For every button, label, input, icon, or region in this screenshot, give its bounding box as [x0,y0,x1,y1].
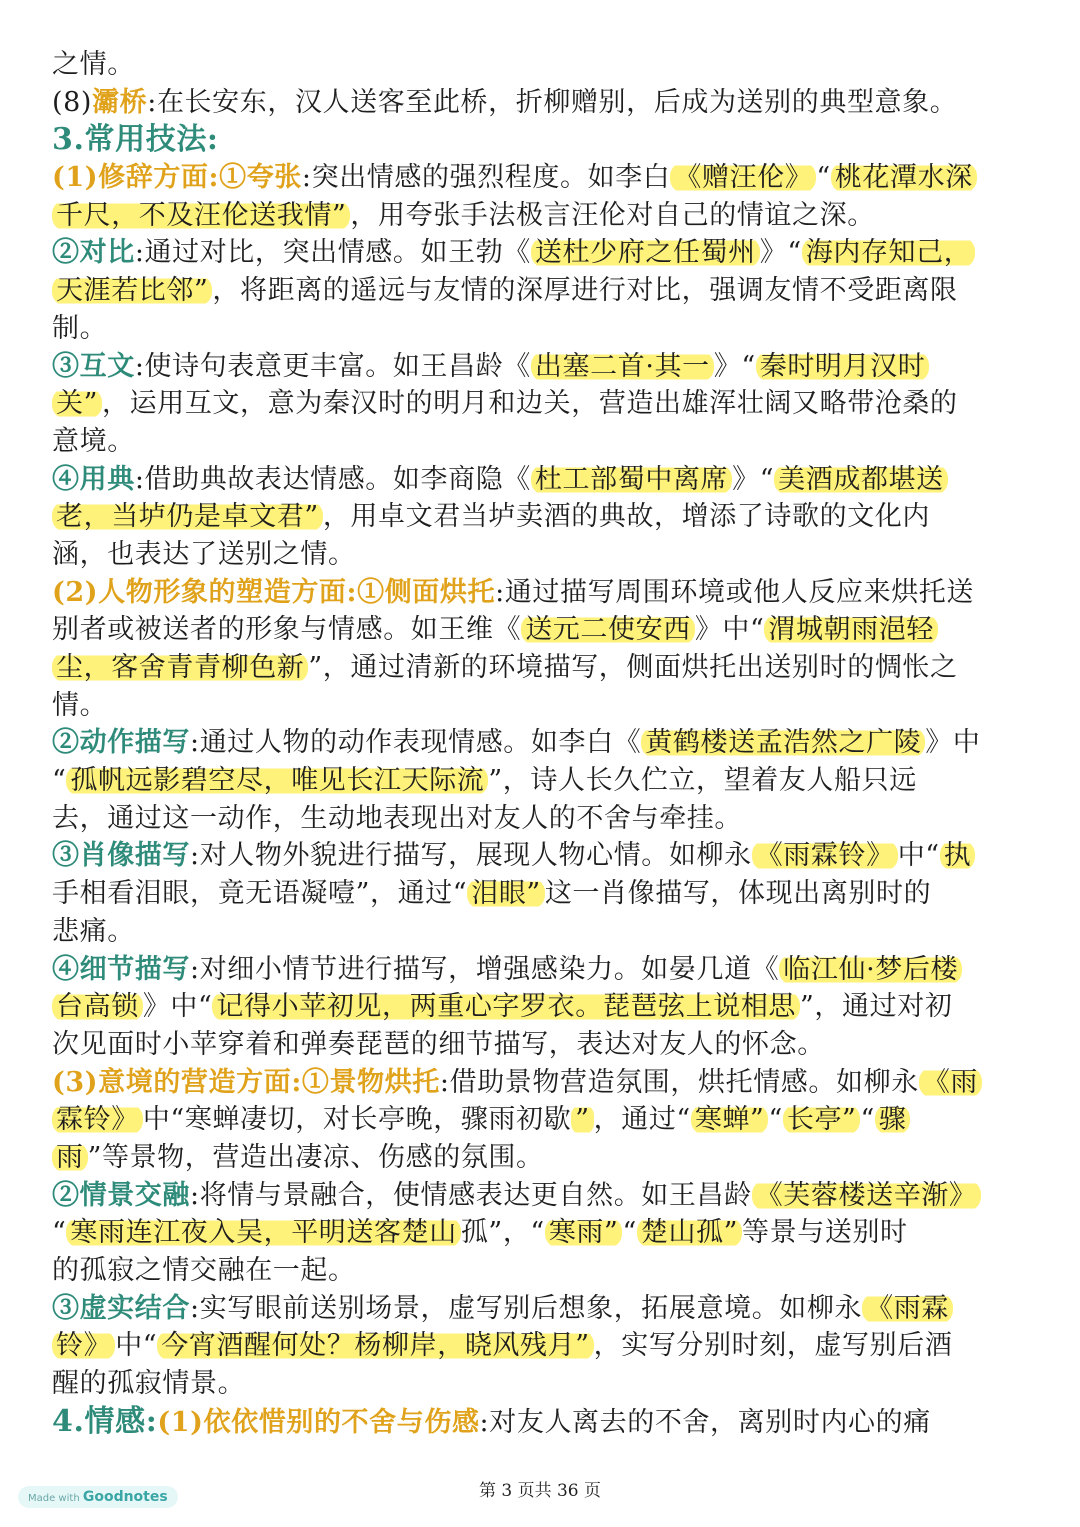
text-line [52,649,1032,687]
text-line [52,461,1032,499]
highlighted-quote: 秦时明月汉时 [756,351,930,382]
text-run: 情。 [52,689,108,721]
text-line [52,197,1032,235]
text-line [52,1365,1032,1403]
text-run: 涵，也表达了送别之情。 [52,538,356,570]
text-run: “ [816,162,831,194]
text-run: ，运用互文，意为秦汉时的明月和边关，营造出雄浑壮阔又略带沧桑的 [102,388,958,420]
highlighted-quote: 台高锁 [52,991,143,1022]
text-run: (8) [52,86,93,118]
highlighted-quote: 《芙蓉楼送辛渐》 [752,1180,981,1211]
text-run: 醒的孤寂情景。 [52,1368,246,1400]
text-line [52,1403,1032,1441]
text-line [52,1101,1032,1139]
text-run: “ [622,1217,637,1249]
text-run: ，用卓文君当垆卖酒的典故，增添了诗歌的文化内 [322,501,931,533]
text-line [52,272,1032,310]
text-run: 去，通过这一动作，生动地表现出对友人的不舍与牵挂。 [52,802,742,834]
text-run: :通过描写周围环境或他人反应来烘托送 [495,576,975,608]
text-line [52,837,1032,875]
badge-brand: Goodnotes [82,1489,168,1505]
text-run: 》“ [732,463,775,495]
text-run: 次见面时小苹穿着和弹奏琵琶的细节描写，表达对友人的怀念。 [52,1028,825,1060]
text-run: 孤”，“ [460,1217,545,1249]
text-line [52,951,1032,989]
highlighted-quote: 送元二使安西 [521,614,695,645]
orange-term: (3)意境的营造方面:①景物烘托 [52,1066,440,1098]
text-line [52,611,1032,649]
text-line [52,423,1032,461]
highlighted-quote: 《赠汪伦》 [670,162,816,193]
text-run: 手相看泪眼，竟无语凝噎”，通过“ [52,878,468,910]
text-line [52,348,1032,386]
text-run: 中“寒蝉凄切，对长亭晚，骤雨初歇 [142,1104,572,1136]
text-line [52,1064,1032,1102]
text-run: :突出情感的强烈程度。如李白 [301,162,671,194]
teal-term: ②对比 [52,237,135,269]
text-run: :借助景物营造氛围，烘托情感。如柳永 [439,1066,919,1098]
text-line [52,762,1032,800]
text-run: :通过人物的动作表现情感。如李白《 [190,727,642,759]
highlighted-quote: 黄鹤楼送孟浩然之广陵 [641,727,925,758]
page-footer: 第 3 页共 36 页 [478,1481,602,1501]
highlighted-quote: 楚山孤” [637,1217,742,1248]
text-line [52,84,1032,122]
highlighted-quote: 桃花潭水深 [831,162,977,193]
text-run: 中“ [115,1330,158,1362]
text-run: “ [52,1217,67,1249]
teal-term: ③互文 [52,350,135,382]
document-body [52,46,1032,1440]
text-run: 》中“ [142,991,213,1023]
text-run: ”，通过清新的环境描写，侧面烘托出送别时的惆怅之 [308,652,958,683]
text-line [52,1177,1032,1215]
highlighted-quote: 记得小苹初见，两重心字罗衣。琵琶弦上说相思 [212,991,800,1022]
text-line [52,121,1032,159]
text-line [52,1252,1032,1290]
text-run: :借助典故表达情感。如李商隐《 [134,463,531,495]
text-run: ，用夸张手法极言汪伦对自己的情谊之深。 [350,199,875,231]
goodnotes-badge [18,1486,178,1508]
teal-term: ④细节描写 [52,953,190,985]
orange-term: (2)人物形象的塑造方面:①侧面烘托 [52,576,496,608]
highlighted-quote: 出塞二首·其一 [531,351,714,382]
text-run: 》“ [713,350,756,382]
highlighted-quote: 泪眼” [467,878,545,909]
highlighted-quote: 老，当垆仍是卓文君” [52,501,323,532]
text-line [52,234,1032,272]
text-run: 之情。 [52,49,135,80]
highlighted-quote: 千尺，不及汪伦送我情” [52,200,350,231]
highlighted-quote: 《雨霖铃》 [752,840,898,871]
teal-term: ③肖像描写 [52,840,190,872]
highlighted-quote: 尘，客舍青青柳色新 [52,652,308,683]
highlighted-quote: 送杜少府之任蜀州 [531,237,760,268]
highlighted-quote: 天涯若比邻” [52,275,212,306]
text-run: 等景与送别时 [742,1217,908,1249]
text-line [52,159,1032,197]
orange-term: (1)依依惜别的不舍与伤感 [157,1406,480,1438]
text-run: “ [768,1104,783,1136]
text-run: 》“ [759,237,802,269]
highlighted-quote: 执 [940,840,976,871]
highlighted-quote: 渭城朝雨浥轻 [764,614,938,645]
highlighted-quote: 临江仙·梦后楼 [779,954,962,985]
highlighted-quote: 骤 [875,1104,911,1135]
text-run: 》中“ [694,614,765,646]
teal-term: ②情景交融 [52,1179,190,1211]
badge-prefix: Made with [28,1493,80,1504]
text-run: :对细小情节进行描写，增强感染力。如晏几道《 [190,953,780,985]
text-run: 中“ [897,840,940,872]
text-line [52,1139,1032,1177]
text-line [52,800,1032,838]
text-run: 别者或被送者的形象与情感。如王维《 [52,614,522,646]
text-run: ，通过“ [593,1104,691,1136]
orange-term: (1)修辞方面:①夸张 [52,162,302,194]
highlighted-quote: 《雨霖 [862,1293,953,1324]
text-run: 这一肖像描写，体现出离别时的 [544,878,932,910]
highlighted-quote: 孤帆远影碧空尽，唯见长江天际流 [66,765,488,796]
text-line [52,310,1032,348]
text-run: 制。 [52,312,108,344]
highlighted-quote: 海内存知己， [802,237,976,268]
highlighted-quote: 寒蝉” [691,1104,769,1135]
teal-term: ④用典 [52,463,135,495]
highlighted-quote: ” [571,1104,593,1135]
text-line [52,1327,1032,1365]
highlighted-quote: 寒雨” [545,1217,623,1248]
text-line [52,1026,1032,1064]
text-run: “ [860,1104,875,1136]
text-run: 的孤寂之情交融在一起。 [52,1255,356,1286]
text-run: ”，诗人长久伫立，望着友人船只远 [488,765,917,797]
text-run: ，将距离的遥远与友情的深厚进行对比，强调友情不受距离限 [212,275,958,307]
text-line [52,46,1032,84]
text-run: ”，通过对初 [800,991,953,1023]
text-line [52,1290,1032,1328]
text-run: 》中 [925,727,981,759]
text-line [52,385,1032,423]
orange-term: 灞桥 [92,86,148,118]
highlighted-quote: 长亭” [783,1104,861,1135]
highlighted-quote: 寒雨连江夜入吴，平明送客楚山 [66,1217,460,1248]
text-line [52,913,1032,951]
highlighted-quote: 杜工部蜀中离席 [531,464,732,495]
text-line [52,988,1032,1026]
text-run: :对友人离去的不舍，离别时内心的痛 [479,1406,931,1438]
text-line [52,536,1032,574]
section-heading: 3.常用技法: [52,122,219,158]
highlighted-quote: 关” [52,388,102,419]
text-run: :将情与景融合，使情感表达更自然。如王昌龄 [190,1179,752,1211]
text-run: 意境。 [52,425,135,457]
teal-term: ③虚实结合 [52,1292,190,1324]
text-run: 悲痛。 [52,915,135,947]
section-heading: 4.情感: [52,1403,158,1439]
text-run: :实写眼前送别场景，虚写别后想象，拓展意境。如柳永 [190,1292,863,1324]
text-line [52,574,1032,612]
highlighted-quote: 雨 [52,1142,88,1173]
text-line [52,875,1032,913]
text-run: :通过对比，突出情感。如王勃《 [134,237,531,269]
text-line [52,687,1032,725]
highlighted-quote: 今宵酒醒何处？杨柳岸，晓风残月” [157,1330,593,1361]
teal-term: ②动作描写 [52,727,190,759]
text-run: :在长安东，汉人送客至此桥，折柳赠别，后成为送别的典型意象。 [147,86,958,118]
highlighted-quote: 铃》 [52,1330,115,1361]
text-run: “ [52,765,67,797]
text-line [52,1214,1032,1252]
highlighted-quote: 《雨 [919,1067,982,1098]
highlighted-quote: 霖铃》 [52,1104,143,1135]
text-line [52,724,1032,762]
text-run: ，实写分别时刻，虚写别后酒 [593,1330,953,1362]
text-line [52,498,1032,536]
highlighted-quote: 美酒成都堪送 [774,464,948,495]
text-run: ”等景物，营造出凄凉、伤感的氛围。 [87,1141,544,1173]
text-run: :使诗句表意更丰富。如王昌龄《 [134,350,531,382]
text-run: :对人物外貌进行描写，展现人物心情。如柳永 [190,840,752,872]
